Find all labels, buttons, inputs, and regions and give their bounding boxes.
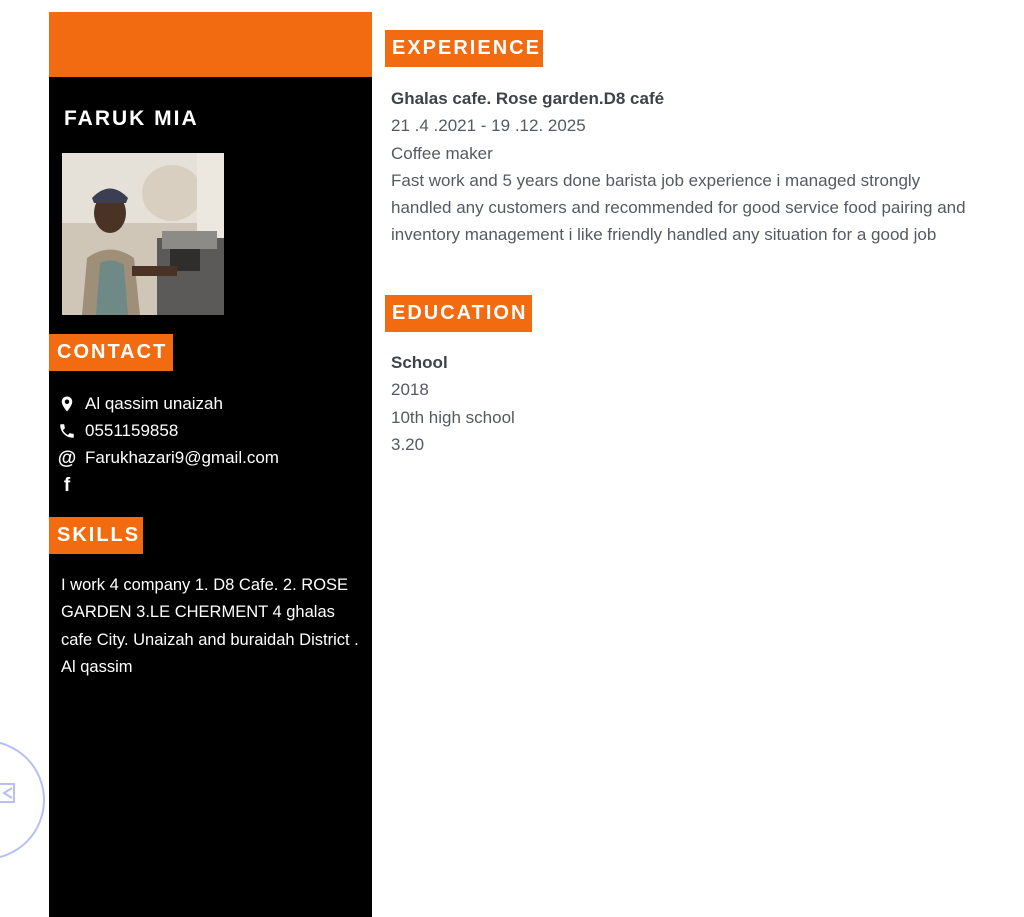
education-grade: 3.20 — [391, 434, 425, 454]
contact-item-address — [57, 390, 279, 417]
experience-entry — [391, 85, 971, 249]
education-title: School — [391, 353, 448, 372]
experience-description: Fast work and 5 years done barista job experience i managed strongly handled any customers and recommended for good service food pairing and inventory management i like friendly handled any situation for a good job — [391, 170, 966, 245]
candidate-name: FARUK MIA — [64, 107, 199, 130]
email-text: Farukhazari9@gmail.com — [85, 448, 279, 468]
experience-heading: EXPERIENCE — [385, 30, 543, 67]
education-entry — [391, 349, 971, 458]
phone-text: 0551159858 — [85, 420, 179, 440]
contact-heading: CONTACT — [49, 334, 173, 371]
experience-dates: 21 .4 .2021 - 19 .12. 2025 — [391, 116, 586, 136]
sidebar-accent-bar — [49, 12, 372, 77]
address-text: Al qassim unaizah — [85, 393, 223, 413]
at-sign-icon: @ — [57, 447, 77, 469]
contact-item-facebook — [57, 472, 279, 499]
skills-text: I work 4 company 1. D8 Cafe. 2. ROSE GARDEN 3.LE CHERMENT 4 ghalas cafe City. Unaizah and buraidah District . Al qassim — [61, 576, 359, 676]
watermark-mark-icon — [0, 780, 18, 806]
phone-icon — [57, 421, 77, 441]
education-degree: 10th high school — [391, 407, 515, 427]
education-year: 2018 — [391, 380, 429, 400]
contact-list — [57, 390, 279, 499]
contact-item-phone — [57, 417, 279, 444]
experience-title: Ghalas cafe. Rose garden.D8 café — [391, 89, 665, 108]
contact-item-email — [57, 445, 279, 472]
skills-heading: SKILLS — [49, 517, 143, 554]
education-heading: EDUCATION — [385, 295, 532, 332]
profile-photo — [62, 153, 224, 315]
facebook-icon: f — [63, 475, 71, 497]
resume-sidebar — [49, 12, 372, 917]
experience-role: Coffee maker — [391, 143, 493, 163]
location-pin-icon — [57, 394, 77, 414]
